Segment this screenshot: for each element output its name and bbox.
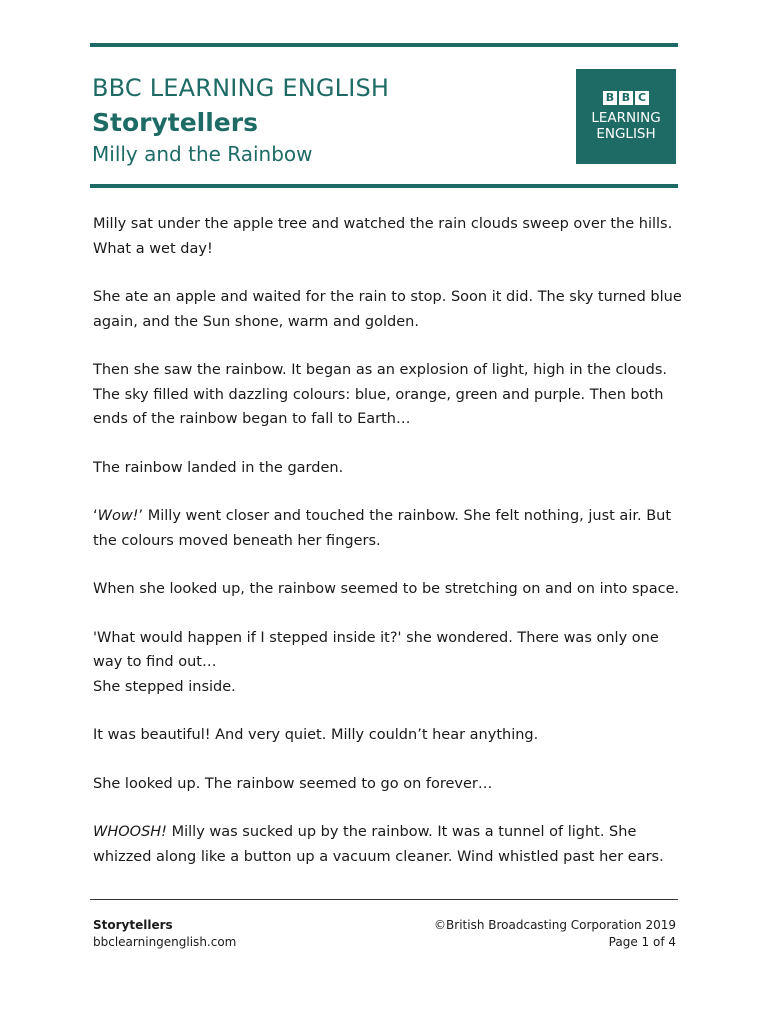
exclamation-whoosh: WHOOSH! (93, 824, 167, 840)
logo-block-b2: B (619, 91, 633, 105)
story-paragraph-7: 'What would happen if I stepped inside it?' she wondered. There was only one way to find out… She stepped inside. (93, 629, 659, 695)
story-paragraph-10 (93, 820, 683, 869)
series-title: Storytellers (92, 108, 258, 137)
quote-close: ’ (138, 508, 144, 524)
footer-copyright: ©British Broadcasting Corporation 2019 (434, 918, 676, 932)
top-rule (90, 43, 678, 47)
story-paragraph-9: She looked up. The rainbow seemed to go on forever… (93, 775, 493, 792)
story-title: Milly and the Rainbow (92, 142, 313, 166)
header-divider (90, 184, 678, 188)
story-body (93, 212, 683, 893)
story-paragraph-5 (93, 504, 683, 553)
brand-heading: BBC LEARNING ENGLISH (92, 74, 390, 102)
quote-open: ‘ (93, 508, 98, 524)
page-number: Page 1 of 4 (608, 935, 676, 949)
bbc-logo (576, 69, 676, 164)
story-paragraph-2: She ate an apple and waited for the rain to stop. Soon it did. The sky turned blue again, and the Sun shone, warm and golden. (93, 289, 682, 330)
logo-block-b1: B (603, 91, 617, 105)
story-paragraph-1: Milly sat under the apple tree and watched the rain clouds sweep over the hills. What a wet day! (93, 216, 673, 257)
story-paragraph-6: When she looked up, the rainbow seemed to be stretching on and on into space. (93, 581, 680, 597)
footer-series: Storytellers (93, 918, 173, 932)
paragraph-10-rest: Milly was sucked up by the rainbow. It was a tunnel of light. She whizzed along like a button up a vacuum cleaner. Wind whistled past her ears. (93, 824, 664, 865)
logo-block-c: C (635, 91, 649, 105)
footer-left (93, 917, 236, 951)
footer-right (434, 917, 676, 951)
logo-line-english: ENGLISH (596, 126, 656, 142)
story-paragraph-8: It was beautiful! And very quiet. Milly couldn’t hear anything. (93, 727, 539, 743)
story-paragraph-3: Then she saw the rainbow. It began as an explosion of light, high in the clouds. The sky filled with dazzling colours: blue, orange, green and purple. Then both ends of the rainbow began to fall to Earth… (93, 362, 667, 427)
story-paragraph-4: The rainbow landed in the garden. (93, 459, 344, 476)
footer-divider (90, 899, 678, 900)
exclamation-wow: Wow! (97, 508, 139, 524)
footer-site-link[interactable]: bbclearningenglish.com (93, 935, 237, 949)
bbc-blocks (603, 91, 649, 105)
paragraph-5-rest: Milly went closer and touched the rainbow. She felt nothing, just air. But the colours moved beneath her fingers. (93, 508, 672, 549)
logo-line-learning: LEARNING (591, 110, 661, 126)
